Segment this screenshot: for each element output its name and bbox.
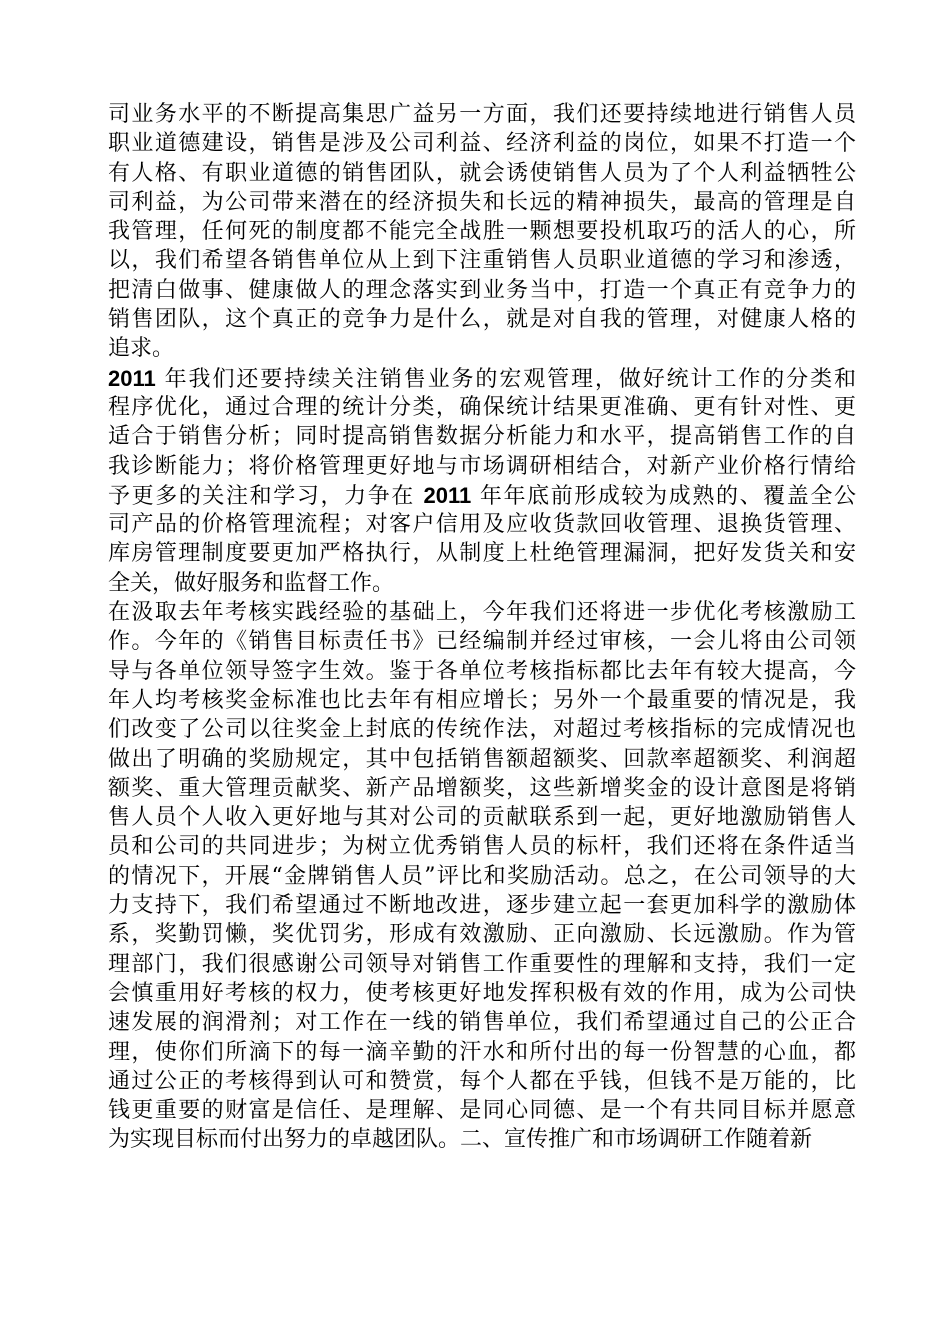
paragraph bbox=[108, 364, 856, 598]
year-number: 2011 bbox=[108, 365, 156, 391]
text-line: 2011 年我们还要持续关注销售业务的宏观管理，做好统计工作的分类和 bbox=[108, 365, 856, 392]
document-body bbox=[108, 100, 856, 1155]
text-line: 司产品的价格管理流程；对客户信用及应收货款回收管理、退换货管理、 bbox=[108, 512, 856, 538]
text-line: 为实现目标而付出努力的卓越团队。二、宣传推广和市场调研工作随着新 bbox=[108, 1127, 813, 1153]
text-line: 员和公司的共同进步；为树立优秀销售人员的标杆，我们还将在条件适当 bbox=[108, 834, 856, 860]
text-line: 把清白做事、健康做人的理念落实到业务当中，打造一个真正有竞争力的 bbox=[108, 277, 856, 303]
text-line: 理部门，我们很感谢公司领导对销售工作重要性的理解和支持，我们一定 bbox=[108, 951, 856, 977]
text-line: 作。今年的《销售目标责任书》已经编制并经过审核，一会儿将由公司领 bbox=[108, 629, 856, 655]
text-line: 理，使你们所滴下的每一滴辛勤的汗水和所付出的每一份智慧的心血，都 bbox=[108, 1039, 856, 1065]
text-line: 做出了明确的奖励规定，其中包括销售额超额奖、回款率超额奖、利润超 bbox=[108, 746, 856, 772]
text-line: 司业务水平的不断提高集思广益另一方面，我们还要持续地进行销售人员 bbox=[108, 102, 856, 127]
text-line: 适合于销售分析；同时提高销售数据分析能力和水平，提高销售工作的自 bbox=[108, 424, 856, 450]
text-line: 年人均考核奖金标准也比去年有相应增长；另外一个最重要的情况是，我 bbox=[108, 687, 856, 713]
paragraph bbox=[108, 598, 856, 1155]
text-line: 通过公正的考核得到认可和赞赏，每个人都在乎钱，但钱不是万能的，比 bbox=[108, 1068, 856, 1094]
text-line: 我诊断能力；将价格管理更好地与市场调研相结合，对新产业价格行情给 bbox=[108, 453, 856, 479]
text-line: 职业道德建设，销售是涉及公司利益、经济利益的岗位，如果不打造一个 bbox=[108, 131, 856, 157]
text-line: 售人员个人收入更好地与其对公司的贡献联系到一起，更好地激励销售人 bbox=[108, 805, 856, 831]
text-line: 追求。 bbox=[108, 336, 175, 362]
text-line: 程序优化，通过合理的统计分类，确保统计结果更准确、更有针对性、更 bbox=[108, 394, 856, 420]
text-line: 有人格、有职业道德的销售团队，就会诱使销售人员为了个人利益牺牲公 bbox=[108, 160, 856, 186]
text-line: 以，我们希望各销售单位从上到下注重销售人员职业道德的学习和渗透， bbox=[108, 248, 856, 274]
text-line: 钱更重要的财富是信任、是理解、是同心同德、是一个有共同目标并愿意 bbox=[108, 1098, 856, 1124]
text-line: 的情况下，开展“金牌销售人员”评比和奖励活动。总之，在公司领导的大 bbox=[108, 863, 856, 889]
text-line: 导与各单位领导签字生效。鉴于各单位考核指标都比去年有较大提高，今 bbox=[108, 658, 856, 684]
text-line: 速发展的润滑剂；对工作在一线的销售单位，我们希望通过自己的公正合 bbox=[108, 1010, 856, 1036]
text-line: 予更多的关注和学习，力争在 2011 年年底前形成较为成熟的、覆盖全公 bbox=[108, 482, 857, 509]
text-line: 们改变了公司以往奖金上封底的传统作法，对超过考核指标的完成情况也 bbox=[108, 717, 856, 743]
text-line: 在汲取去年考核实践经验的基础上，今年我们还将进一步优化考核激励工 bbox=[108, 600, 856, 626]
text-line: 全关，做好服务和监督工作。 bbox=[108, 570, 395, 596]
text-line: 库房管理制度要更加严格执行，从制度上杜绝管理漏洞，把好发货关和安 bbox=[108, 541, 856, 567]
text-line: 销售团队，这个真正的竞争力是什么，就是对自我的管理，对健康人格的 bbox=[108, 307, 856, 333]
text-line: 额奖、重大管理贡献奖、新产品增额奖，这些新增奖金的设计意图是将销 bbox=[108, 775, 856, 801]
text-line: 会慎重用好考核的权力，使考核更好地发挥积极有效的作用，成为公司快 bbox=[108, 980, 856, 1006]
text-line: 司利益，为公司带来潜在的经济损失和长远的精神损失，最高的管理是自 bbox=[108, 189, 856, 215]
text-line: 我管理，任何死的制度都不能完全战胜一颗想要投机取巧的活人的心，所 bbox=[108, 219, 856, 245]
paragraph bbox=[108, 100, 856, 364]
text-line: 力支持下，我们希望通过不断地改进，逐步建立起一套更加科学的激励体 bbox=[108, 893, 856, 919]
text-line: 系，奖勤罚懒，奖优罚劣，形成有效激励、正向激励、长远激励。作为管 bbox=[108, 922, 856, 948]
year-number: 2011 bbox=[423, 482, 472, 508]
